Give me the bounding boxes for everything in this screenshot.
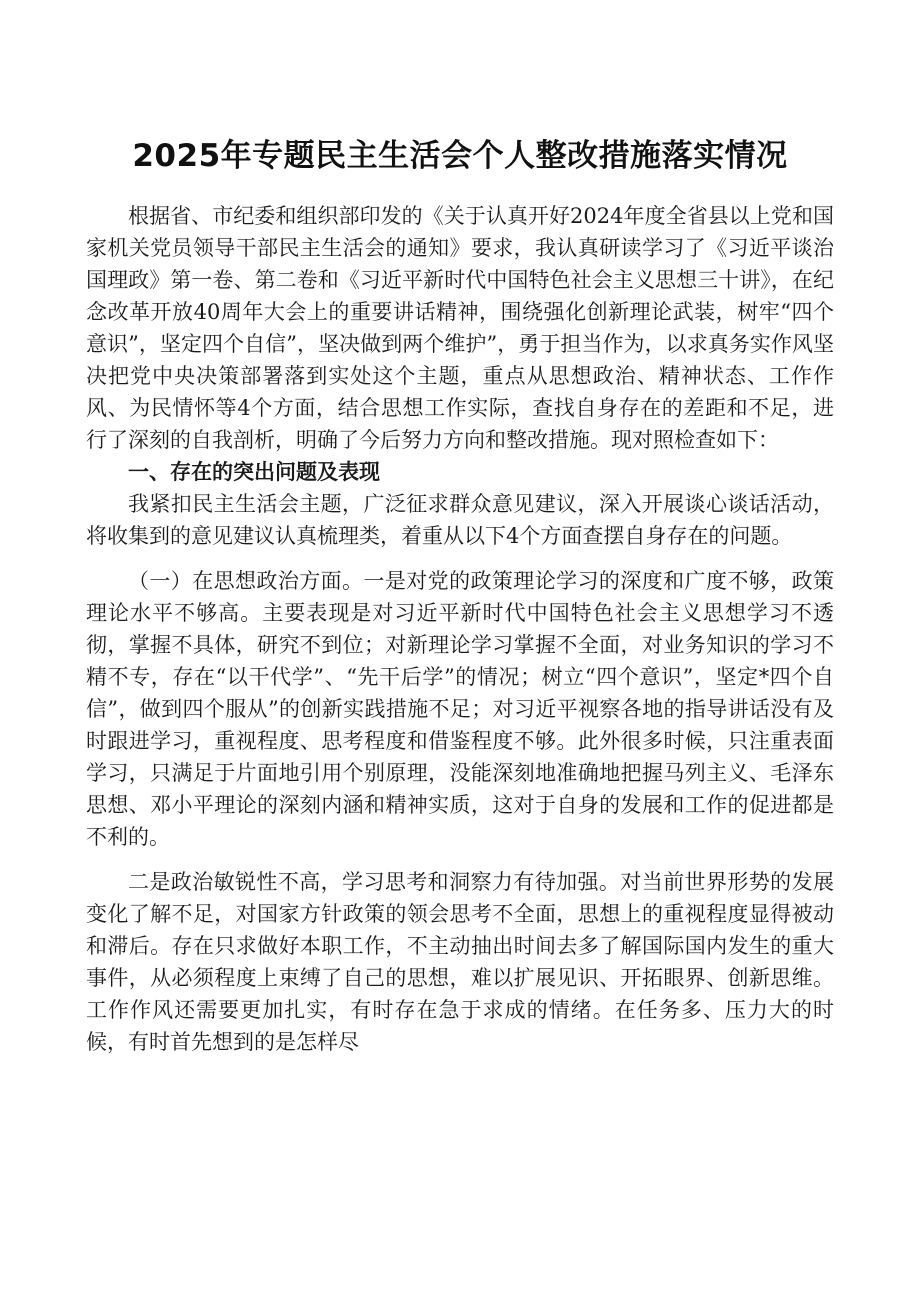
intro-paragraph: 根据省、市纪委和组织部印发的《关于认真开好2024年度全省县以上党和国家机关党员领导干部民主生活会的通知》要求，我认真研读学习了《习近平谈治国理政》第一卷、第二卷和《习近平新时代中国特色社会主义思想三十讲》，在纪念改革开放40周年大会上的重要讲话精神，围绕强化创新理论武装，树牢“四个意识”，坚定四个自信”，坚决做到两个维护”，勇于担当作为，以求真务实作风坚决把党中央决策部署落到实处这个主题，重点从思想政治、精神状态、工作作风、为民情怀等4个方面，结合思想工作实际，查找自身存在的差距和不足，进行了深刻的自我剖析，明确了今后努力方向和整改措施。现对照检查如下： xyxy=(86,204,834,452)
political-sensitivity-paragraph: 二是政治敏锐性不高，学习思考和洞察力有待加强。对当前世界形势的发展变化了解不足，对国家方针政策的领会思考不全面，思想上的重视程度显得被动和滞后。存在只求做好本职工作，不主动抽出时间去多了解国际国内发生的重大事件，从必须程度上束缚了自己的思想，难以扩展见识、开拓眼界、创新思维。工作作风还需要更加扎实，有时存在急于求成的情绪。在任务多、压力大的时候，有时首先想到的是怎样尽 xyxy=(86,870,834,1054)
document-title: 2025年专题民主生活会个人整改措施落实情况 xyxy=(132,138,788,174)
document-body xyxy=(86,200,834,1058)
section-intro-paragraph: 我紧扣民主生活会主题，广泛征求群众意见建议，深入开展谈心谈话活动，将收集到的意见建议认真梳理类，着重从以下4个方面查摆自身存在的问题。 xyxy=(86,492,834,548)
ideology-politics-paragraph: （一）在思想政治方面。一是对党的政策理论学习的深度和广度不够，政策理论水平不够高。主要表现是对习近平新时代中国特色社会主义思想学习不透彻，掌握不具体，研究不到位；对新理论学习掌握不全面，对业务知识的学习不精不专，存在“以干代学”、“先干后学”的情况；树立“四个意识”，坚定*四个自信”，做到四个服从”的创新实践措施不足；对习近平视察各地的指导讲话没有及时跟进学习，重视程度、思考程度和借鉴程度不够。此外很多时候，只注重表面学习，只满足于片面地引用个别原理，没能深刻地准确地把握马列主义、毛泽东思想、邓小平理论的深刻内涵和精神实质，这对于自身的发展和工作的促进都是不利的。 xyxy=(86,569,834,849)
section-heading-problems: 一、存在的突出问题及表现 xyxy=(128,460,380,484)
